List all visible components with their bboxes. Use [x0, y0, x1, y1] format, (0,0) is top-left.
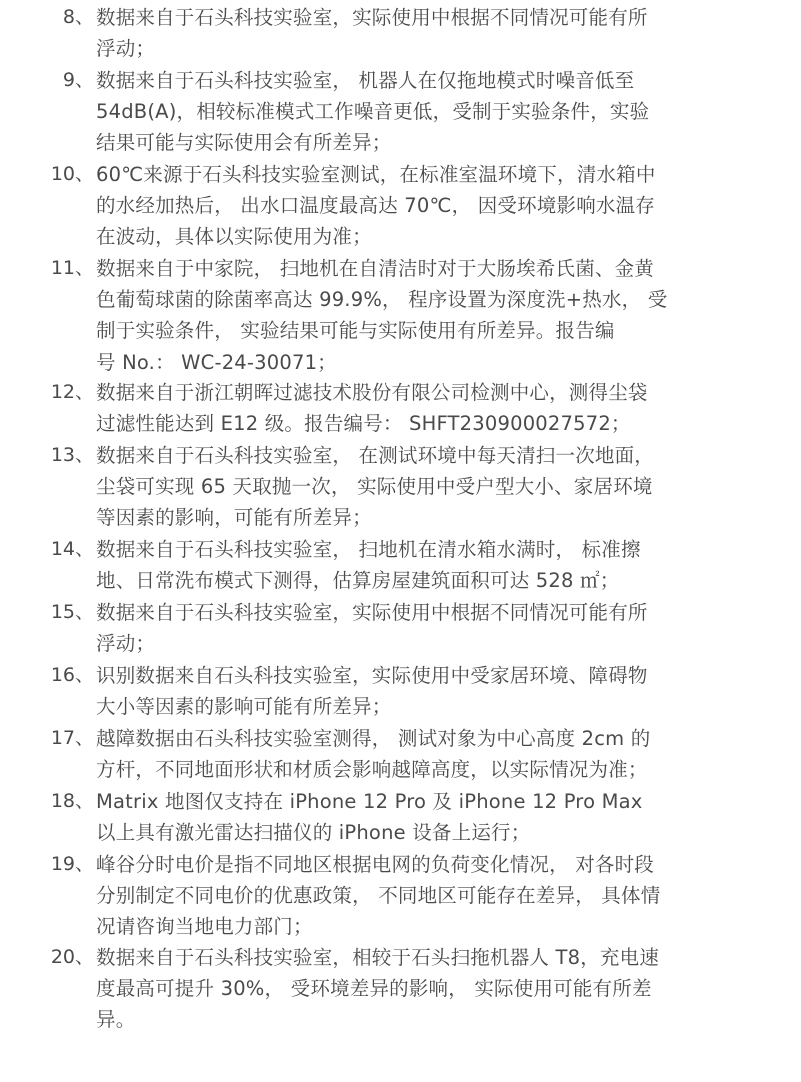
footnote-line: 异。 — [96, 1008, 136, 1032]
footnote-line: 54dB(A)，相较标准模式工作噪音更低，受制于实验条件，实验 — [96, 100, 650, 124]
footnote-number: 15、 — [50, 601, 94, 623]
footnote-number: 13、 — [50, 444, 94, 466]
footnote-text — [96, 65, 712, 159]
footnote-text — [96, 534, 712, 596]
footnote-line: 况请咨询当地电力部门； — [96, 915, 313, 939]
footnote-line: 数据来自于石头科技实验室，实际使用中根据不同情况可能有所 — [96, 6, 648, 29]
footnote-line: 方杆，不同地面形状和材质会影响越障高度，以实际情况为准； — [96, 758, 648, 782]
footnote-line: 数据来自于浙江朝晖过滤技术股份有限公司检测中心，测得尘袋 — [96, 381, 648, 404]
footnote-number: 10、 — [50, 163, 94, 185]
footnote-line: 60℃来源于石头科技实验室测试，在标准室温环境下，清水箱中 — [96, 163, 656, 186]
footnote-text — [96, 723, 712, 785]
footnote-number: 16、 — [50, 664, 94, 686]
footnote-text — [96, 253, 712, 378]
footnote-text — [96, 440, 712, 534]
footnote-line: 度最高可提升 30%， 受环境差异的影响， 实际使用可能有所差 — [96, 977, 652, 1001]
footnote-text — [96, 377, 712, 439]
footnote-item — [0, 723, 801, 785]
footnote-line: 数据来自于石头科技实验室， 在测试环境中每天清扫一次地面， — [96, 444, 654, 467]
footnote-number: 14、 — [50, 538, 94, 560]
footnote-text — [96, 597, 712, 659]
footnote-text — [96, 660, 712, 722]
footnote-line: 浮动； — [96, 632, 156, 656]
footnote-number: 20、 — [50, 946, 94, 968]
footnote-line: 浮动； — [96, 37, 156, 61]
footnote-line: 制于实验条件， 实验结果可能与实际使用有所差异。报告编 — [96, 319, 615, 343]
footnote-line: Matrix 地图仅支持在 iPhone 12 Pro 及 iPhone 12 Pro Max — [96, 790, 643, 813]
footnote-line: 数据来自于石头科技实验室，实际使用中根据不同情况可能有所 — [96, 601, 648, 624]
footnote-line: 色葡萄球菌的除菌率高达 99.9%， 程序设置为深度洗+热水， 受 — [96, 288, 668, 312]
footnote-text — [96, 786, 712, 848]
footnote-text — [96, 849, 712, 943]
footnote-item — [0, 377, 801, 439]
footnote-line: 越障数据由石头科技实验室测得， 测试对象为中心高度 2cm 的 — [96, 727, 651, 750]
footnote-item — [0, 2, 801, 64]
footnote-text — [96, 2, 712, 64]
footnote-line: 数据来自于石头科技实验室， 扫地机在清水箱水满时， 标准擦 — [96, 538, 641, 561]
footnote-line: 过滤性能达到 E12 级。报告编号： SHFT230900027572； — [96, 412, 631, 436]
footnote-number: 19、 — [50, 853, 94, 875]
footnote-line: 结果可能与实际使用会有所差异； — [96, 131, 392, 155]
footnote-line: 识别数据来自石头科技实验室，实际使用中受家居环境、障碍物 — [96, 664, 648, 687]
footnote-number: 12、 — [50, 381, 94, 403]
footnote-item — [0, 534, 801, 596]
footnote-item — [0, 159, 801, 253]
footnote-line: 大小等因素的影响可能有所差异； — [96, 695, 392, 719]
footnote-text — [96, 159, 712, 253]
footnote-line: 数据来自于石头科技实验室，相较于石头扫拖机器人 T8，充电速 — [96, 946, 660, 969]
footnote-number: 17、 — [50, 727, 94, 749]
footnote-line: 数据来自于中家院， 扫地机在自清洁时对于大肠埃希氏菌、金黄 — [96, 257, 654, 280]
footnote-line: 的水经加热后， 出水口温度最高达 70℃， 因受环境影响水温存 — [96, 194, 656, 218]
footnote-item — [0, 253, 801, 378]
footnote-item — [0, 65, 801, 159]
footnote-line: 地、日常洗布模式下测得，估算房屋建筑面积可达 528 ㎡； — [96, 569, 620, 593]
footnote-item — [0, 942, 801, 1036]
footnote-line: 等因素的影响，可能有所差异； — [96, 506, 372, 530]
footnote-item — [0, 440, 801, 534]
footnote-number: 8、 — [62, 6, 94, 28]
footnote-item — [0, 660, 801, 722]
footnote-line: 峰谷分时电价是指不同地区根据电网的负荷变化情况， 对各时段 — [96, 853, 654, 876]
footnote-line: 以上具有激光雷达扫描仪的 iPhone 设备上运行； — [96, 821, 531, 845]
footnote-number: 9、 — [62, 69, 94, 91]
footnote-line: 数据来自于石头科技实验室， 机器人在仅拖地模式时噪音低至 — [96, 69, 635, 92]
footnote-item — [0, 786, 801, 848]
footnote-item — [0, 849, 801, 943]
footnote-line: 分别制定不同电价的优惠政策， 不同地区可能存在差异， 具体情 — [96, 884, 661, 908]
footnote-item — [0, 597, 801, 659]
footnote-number: 18、 — [50, 790, 94, 812]
footnote-line: 尘袋可实现 65 天取抛一次， 实际使用中受户型大小、家居环境 — [96, 475, 653, 499]
footnote-line: 在波动，具体以实际使用为准； — [96, 225, 372, 249]
footnote-line: 号 No.： WC-24-30071； — [96, 350, 337, 374]
footnote-number: 11、 — [50, 257, 94, 279]
footnote-text — [96, 942, 712, 1036]
